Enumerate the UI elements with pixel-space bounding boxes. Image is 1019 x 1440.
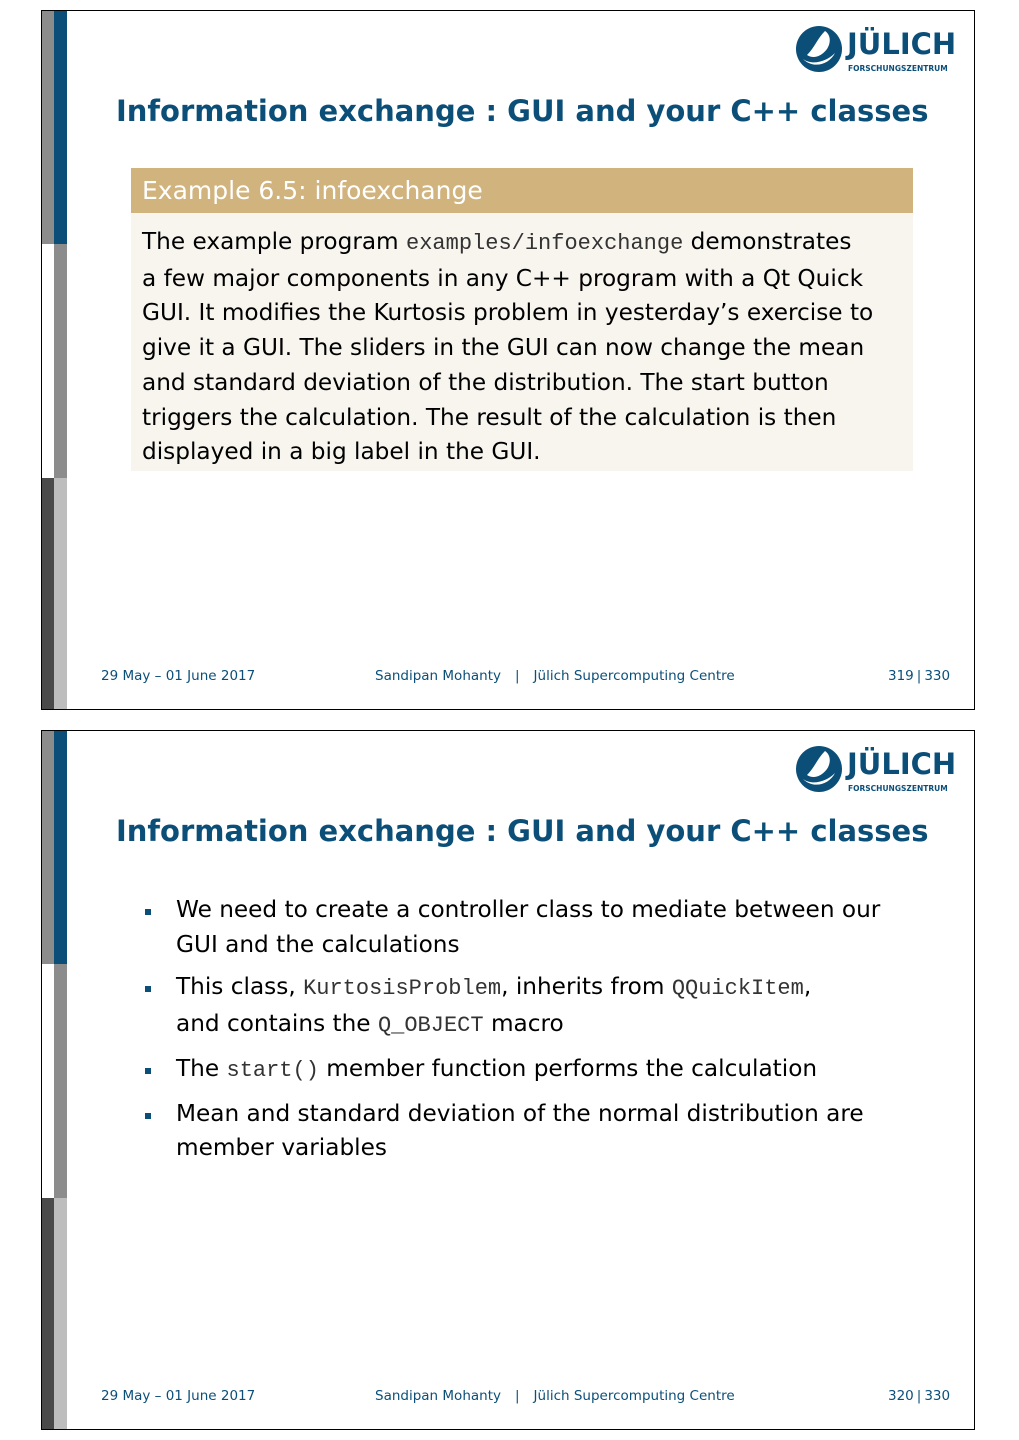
footer-page-number: 319 | 330 [888, 668, 951, 684]
code-macro: Q_OBJECT [377, 1013, 484, 1039]
footer-author-institute: Sandipan Mohanty | Jülich Supercomputing Centre [375, 668, 735, 684]
side-bar-segment [54, 478, 67, 710]
logo-subtext: FORSCHUNGSZENTRUM [848, 784, 948, 793]
bullet-marker [145, 1068, 151, 1074]
list-item: Mean and standard deviation of the normal distribution are member variables [142, 1097, 942, 1166]
bullet-marker [145, 1113, 151, 1119]
example-line: and standard deviation of the distribution. The start button [142, 368, 829, 396]
footer-date: 29 May – 01 June 2017 [101, 1388, 256, 1404]
code-base-class: QQuickItem [671, 976, 804, 1002]
side-bar-segment [54, 964, 67, 1198]
logo-text: JÜLICH [847, 27, 957, 61]
side-bar-segment [42, 1198, 54, 1430]
example-line: give it a GUI. The sliders in the GUI can now change the mean [142, 334, 865, 362]
list-item: The start() member function performs the calculation [142, 1052, 942, 1089]
example-line: The example program examples/infoexchange demonstrates [142, 228, 852, 256]
list-item: This class, KurtosisProblem, inherits from QQuickItem, and contains the Q_OBJECT macro [142, 970, 942, 1043]
bullet-list [142, 893, 942, 1174]
juelich-logo-icon [795, 25, 843, 73]
code-function: start() [226, 1057, 319, 1083]
example-body [131, 213, 913, 471]
example-line: triggers the calculation. The result of the calculation is then [142, 403, 837, 431]
footer-author-institute: Sandipan Mohanty | Jülich Supercomputing Centre [375, 1388, 735, 1404]
example-header: Example 6.5: infoexchange [131, 168, 913, 213]
list-item: We need to create a controller class to mediate between our GUI and the calculations [142, 893, 942, 962]
slide-319 [41, 10, 975, 710]
juelich-logo [795, 743, 955, 799]
juelich-logo [795, 23, 955, 79]
juelich-logo-icon [795, 745, 843, 793]
bullet-marker [145, 986, 151, 992]
example-line: displayed in a big label in the GUI. [142, 438, 541, 466]
logo-text: JÜLICH [847, 747, 957, 781]
slide-title: Information exchange : GUI and your C++ classes [116, 814, 929, 848]
logo-subtext: FORSCHUNGSZENTRUM [848, 64, 948, 73]
side-bar-segment [54, 11, 67, 244]
example-line: GUI. It modifies the Kurtosis problem in yesterday’s exercise to [142, 299, 874, 327]
footer-page-number: 320 | 330 [888, 1388, 951, 1404]
side-bar-segment [54, 1198, 67, 1430]
code-path: examples/infoexchange [406, 231, 684, 256]
side-bar-segment [42, 244, 54, 478]
footer-date: 29 May – 01 June 2017 [101, 668, 256, 684]
side-bar-segment [42, 11, 54, 244]
example-line: a few major components in any C++ program with a Qt Quick [142, 264, 863, 292]
side-bar-segment [54, 244, 67, 478]
side-bar-segment [42, 731, 54, 964]
code-class-name: KurtosisProblem [303, 976, 502, 1002]
slide-320 [41, 730, 975, 1430]
side-bar-segment [42, 478, 54, 710]
side-bar-segment [54, 731, 67, 964]
side-bar-segment [42, 964, 54, 1198]
slide-title: Information exchange : GUI and your C++ classes [116, 94, 929, 128]
bullet-marker [145, 909, 151, 915]
